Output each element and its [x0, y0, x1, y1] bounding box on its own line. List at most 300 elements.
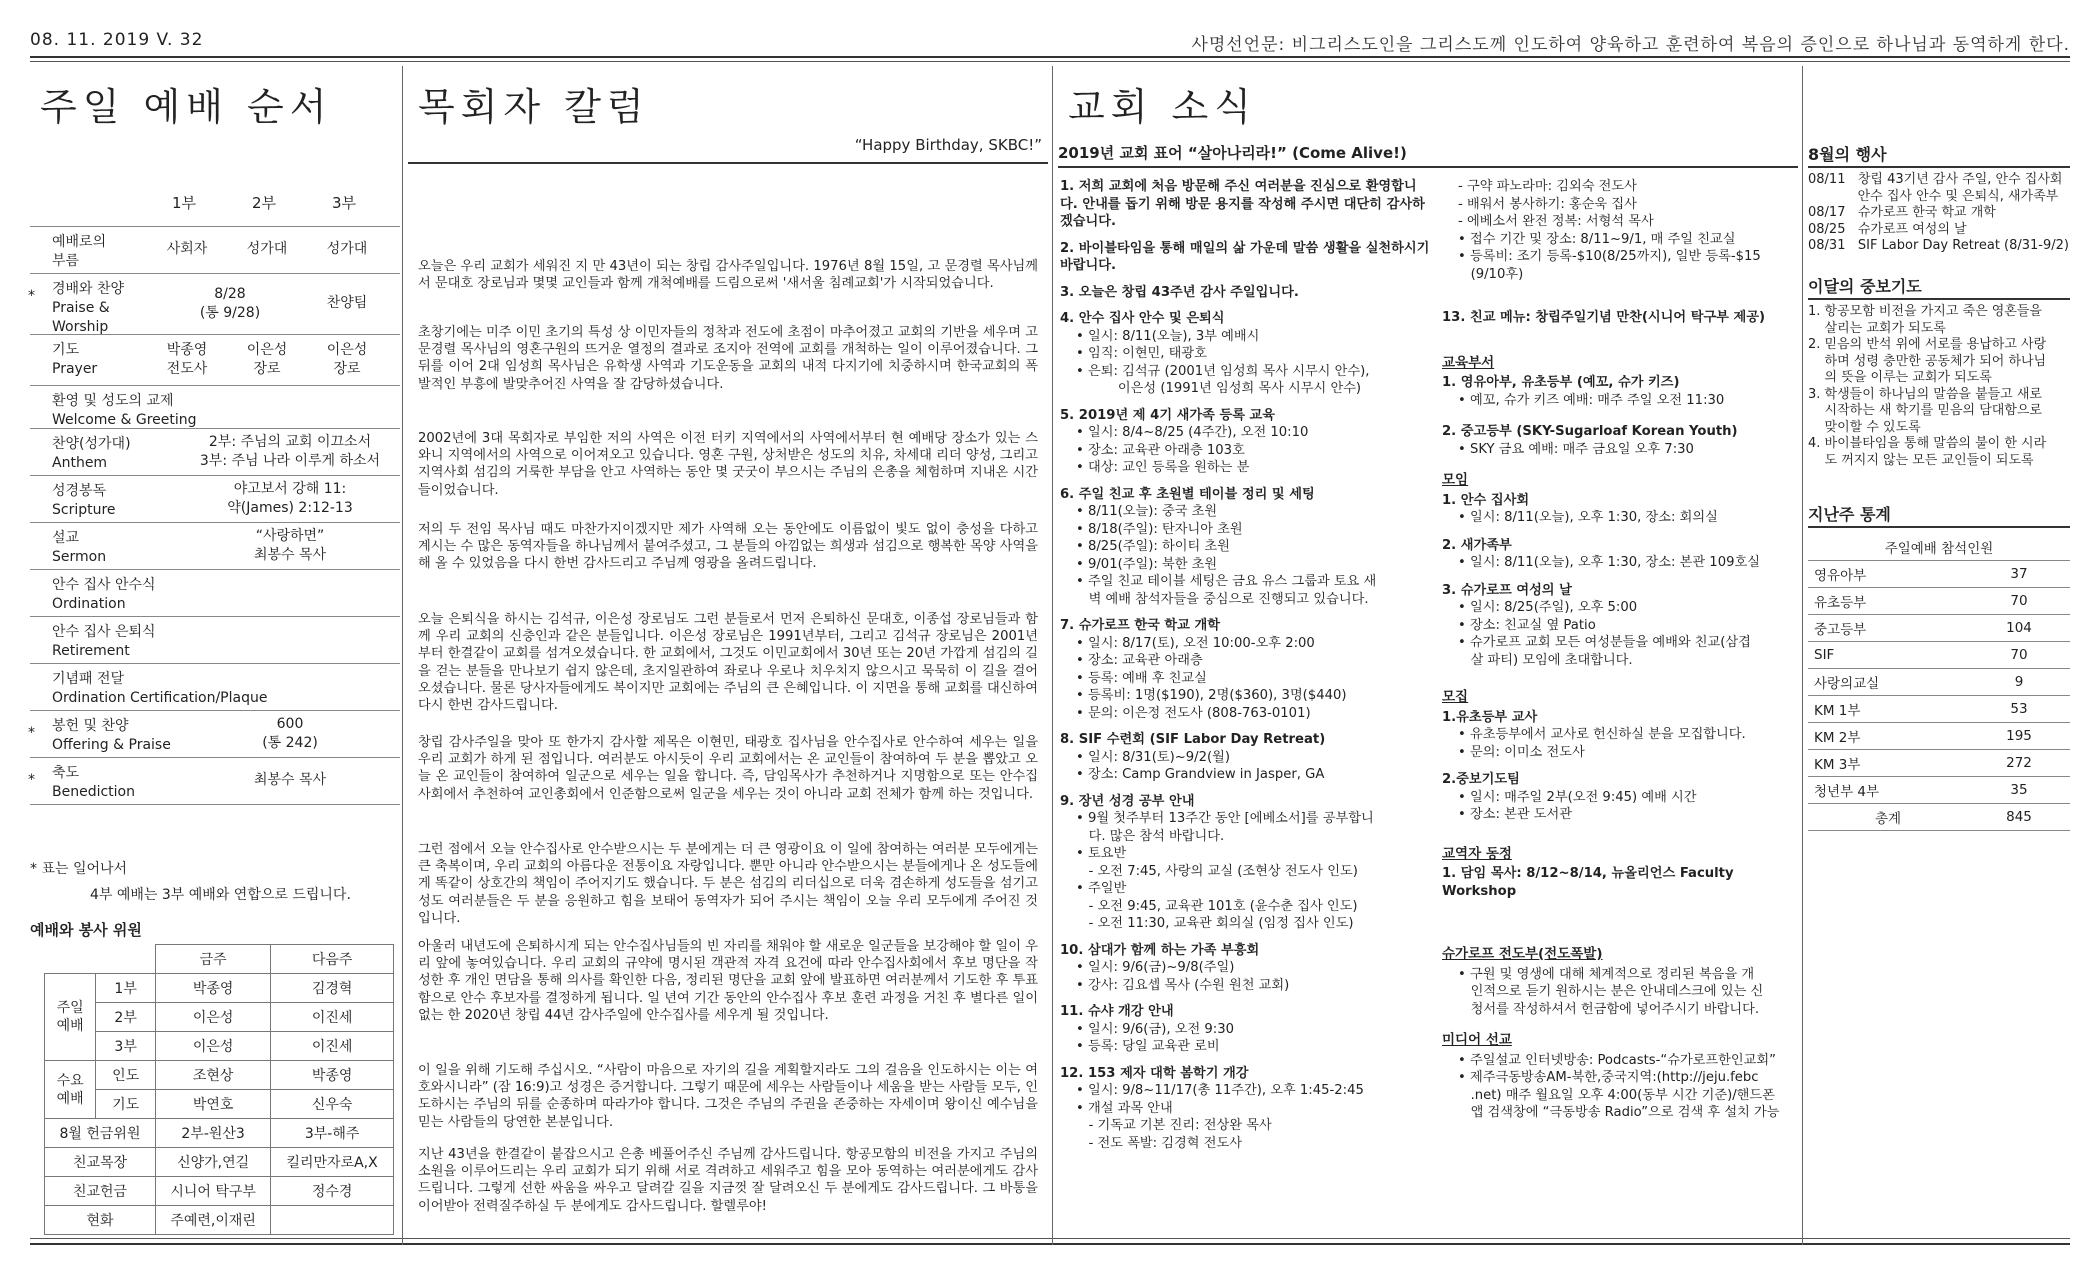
service-next-week: 이진세	[271, 1003, 394, 1032]
stats-label: SIF	[1808, 642, 1968, 669]
service-row	[45, 1177, 394, 1206]
stats-value: 104	[1968, 615, 2070, 642]
news-item-line: • 등록비: 조기 등록-$10(8/25까지), 일반 등록-$15	[1458, 249, 1761, 264]
worship-cell	[190, 771, 390, 790]
news-item	[1060, 178, 1430, 231]
news-item-heading: 9. 장년 성경 공부 안내	[1060, 793, 1195, 809]
worship-item-label	[52, 233, 106, 271]
news-item-heading: 12. 153 제자 대학 봄학기 개강	[1060, 1065, 1249, 1081]
label-ko: 안수 집사 안수식	[52, 577, 156, 593]
service-row	[45, 1148, 394, 1177]
service-this-week: 신양가,연길	[156, 1148, 271, 1177]
news-item	[1060, 407, 1430, 477]
service-row	[45, 1061, 394, 1090]
news-item-line: • 일시: 8/11(오늘), 3부 예배시	[1076, 328, 1260, 344]
label-ko: 찬양(성가대)	[52, 436, 131, 452]
group-line: 수요	[56, 1072, 84, 1089]
label-en: Prayer	[52, 361, 98, 377]
worship-cell	[190, 433, 390, 471]
service-this-week: 이은성	[156, 1032, 271, 1061]
label-en: Welcome & Greeting	[52, 412, 197, 428]
worship-item-label	[52, 435, 131, 473]
news-item-line: • 토요반	[1076, 846, 1127, 861]
stats-row	[1808, 696, 2070, 723]
news-item-line: • 임직: 이현민, 태광호	[1076, 346, 1207, 361]
pastor-column	[408, 66, 1048, 1245]
news-item-line: • 유초등부에서 교사로 헌신하실 분을 모집합니다.	[1458, 727, 1746, 742]
service-row	[45, 1090, 394, 1119]
column-rule	[408, 162, 1048, 164]
worship-cell	[190, 527, 390, 565]
news-item-line: • 장소: Camp Grandview in Jasper, GA	[1076, 767, 1325, 782]
stats-value: 37	[1968, 561, 2070, 588]
service-role: 친교목장	[45, 1148, 156, 1177]
group-line: 예배	[56, 1018, 84, 1034]
news-item-heading: 13. 친교 메뉴: 창립주일기념 만찬(시니어 탁구부 제공)	[1442, 310, 1766, 325]
news-item	[1442, 709, 1798, 762]
column-paragraph: 초창기에는 미주 이민 초기의 특성 상 이민자들의 정착과 전도에 초점이 마추어졌고 교회의 기반을 세우며 고 문경렬 목사님의 영혼구원의 뜨거운 열정의 결과로 조지아 전역에 교회를 개척하는 일이 이루어졌습니다. 그 뒤를 이어 2대 임성희 목사님은 유학생 사역과 기도운동을 교회의 내적 다지기에 치중하시며 한국교회의 폭발적인 부흥에 발맞추어진 사역을 잘 감당하셨습니다.	[418, 325, 1038, 392]
service-row	[45, 1119, 394, 1148]
worship-cell	[222, 341, 312, 379]
news-item-line: 다. 많은 참석 바랍니다.	[1076, 828, 1225, 844]
worship-item-label	[52, 717, 171, 755]
news-item	[1060, 1003, 1430, 1056]
news-item-line: 앱 검색창에 “극동방송 Radio”으로 검색 후 설치 가능	[1458, 1105, 1780, 1120]
media-body	[1442, 1052, 1798, 1122]
service-next-week: 정수경	[271, 1177, 394, 1206]
label-ko: 환영 및 성도의 교제	[52, 393, 174, 409]
service-committee-table	[44, 944, 394, 1235]
news-item-line: • 문의: 이은정 전도사 (808-763-0101)	[1076, 705, 1311, 721]
service-row	[45, 1003, 394, 1032]
label-ko: 성경봉독	[52, 483, 107, 499]
service-committee-title: 예배와 봉사 위원	[30, 921, 142, 939]
news-item-line: - 배워서 봉사하기: 홍순욱 집사	[1458, 196, 1637, 212]
stats-row	[1808, 588, 2070, 615]
news-item-line: • 은퇴: 김석규 (2001년 임성희 목사 시무시 안수),	[1076, 363, 1370, 379]
standing-note: * 표는 일어나서	[30, 861, 128, 877]
stats-row	[1808, 777, 2070, 804]
worship-row	[30, 664, 400, 711]
news-item	[1442, 374, 1798, 409]
worship-cell	[142, 341, 232, 379]
church-news-column	[1058, 66, 1798, 1245]
news-item-heading: 8. SIF 수련회 (SIF Labor Day Retreat)	[1060, 732, 1326, 747]
news-item-line: - 오전 11:30, 교육관 회의실 (임정 집사 인도)	[1076, 916, 1354, 931]
news-item-line: • 등록: 당일 교육관 로비	[1076, 1039, 1220, 1054]
worship-cell: 성가대	[326, 241, 368, 257]
worship-cell: 찬양팀	[326, 295, 368, 311]
news-item-line: • 9/01(주일): 북한 초원	[1076, 556, 1218, 572]
service-next-week: 김경혁	[271, 974, 394, 1003]
worship-cell: 성가대	[246, 241, 288, 257]
news-item-line: • 8/11(오늘): 중국 초원	[1076, 504, 1218, 519]
news-item-heading: 2. 중고등부 (SKY-Sugarloaf Korean Youth)	[1442, 424, 1738, 439]
news-item-line: • 8/18(주일): 탄자니아 초원	[1076, 521, 1243, 537]
service-next-week: 이진세	[271, 1032, 394, 1061]
prayer-line: 도 꺼지지 않는 모든 교인들이 되도록	[1808, 452, 2034, 468]
news-item-heading: 4. 안수 집사 안수 및 은퇴식	[1060, 311, 1225, 326]
news-item-line: • 일시: 9/6(금), 오전 9:30	[1076, 1021, 1235, 1037]
news-item-line: • 일시: 8/25(주일), 오후 5:00	[1458, 600, 1638, 615]
divider	[1052, 66, 1053, 1245]
event-line: 안수 집사 안수 및 은퇴식, 새가족부	[1808, 188, 2059, 204]
service-role: 8월 헌금위원	[45, 1119, 156, 1148]
service-this-week: 박연호	[156, 1090, 271, 1119]
news-item-heading: 3. 슈가로프 여성의 날	[1442, 582, 1572, 598]
service-row	[45, 974, 394, 1003]
service-next-week: 박종영	[271, 1061, 394, 1090]
service-next-week: 3부-해주	[271, 1119, 394, 1148]
news-item	[1060, 310, 1430, 398]
service-row	[45, 1032, 394, 1061]
stats-row	[1808, 723, 2070, 750]
news-item-heading: 6. 주일 친교 후 초원별 테이블 정리 및 세팅	[1060, 486, 1315, 502]
news-item-line: • 예꼬, 슈가 키즈 예배: 매주 주일 오전 11:30	[1458, 392, 1725, 408]
top-rule	[30, 56, 2070, 58]
news-item-heading: 1. 저희 교회에 처음 방문해 주신 여러분을 진심으로 환영합니다. 안내를 돕기 위해 방문 용지를 작성해 주시면 대단히 감사하겠습니다.	[1060, 179, 1425, 229]
service-col: 다음주	[271, 945, 394, 974]
news-left	[1060, 178, 1430, 1161]
news-item-heading: 7. 슈가로프 한국 학교 개학	[1060, 618, 1220, 633]
label-en: Scripture	[52, 502, 116, 518]
label-ko: 안수 집사 은퇴식	[52, 624, 156, 640]
news-item	[1060, 731, 1430, 784]
cell-line: 600	[276, 716, 304, 732]
column-paragraph: 창립 감사주일을 맞아 또 한가지 감사할 제목은 이현민, 태광호 집사님을 안수집사로 안수하여 세우는 일을 우리 교회가 하게 된 점입니다. 여러분도 아시듯이 우리 교회에서는 온 교인들이 참여하여 두 분을 뽑았고 오늘 온 교인들이 참여하여 일군으로 세우는 일을 합니다. 즉, 담임목사가 추천하거나 지명함으로 또는 안수집사회에서 추천하여 교인총회에서 인준함으로써 일군을 세우는 것이 아니라 교회 전체가 함께 하는 것입니다.	[418, 735, 1038, 802]
service-this-week: 주예련,이재린	[156, 1206, 271, 1235]
stats-value: 195	[1968, 723, 2070, 750]
service-role: 기도	[96, 1090, 156, 1119]
worship-row	[30, 476, 400, 523]
news-item-line: • 일시: 8/4~8/25 (4주간), 오전 10:10	[1076, 425, 1309, 440]
news-item-line: • 강사: 김요셉 목사 (수원 원천 교회)	[1076, 977, 1290, 993]
column-quote: “Happy Birthday, SKBC!”	[854, 136, 1042, 154]
divider	[1802, 66, 1803, 1245]
worship-title: 주일 예배 순서	[40, 85, 333, 129]
prayer-line: 하며 성령 충만한 공동체가 되어 하나님	[1808, 353, 2047, 369]
news-item	[1442, 771, 1798, 824]
service-this-week: 조현상	[156, 1061, 271, 1090]
news-item-line: • 일시: 9/6(금)~9/8(주일)	[1076, 960, 1235, 975]
column-paragraph: 아울러 내년도에 은퇴하시게 되는 안수집사님들의 빈 자리를 채워야 할 새로운 일군들을 보강해야 할 일이 우리 앞에 놓여있습니다. 우리 교회의 규약에 명시된 객관적 자격 요건에 따라 안수집사회에서 후보 명단을 작성한 후 개인 면담을 통해 의사를 확인한 다음, 정리된 명단을 교회 앞에 발표하면 여러분께서 기도한 후 투표함으로 안수 후보자를 결정하게 됩니다. 일 년여 기간 동안의 안수집사 후보 훈련 과정을 거친 후 별다른 일이 없는 한 2020년 창립 44년 감사주일에 안수집사를 세우게 될 것입니다.	[418, 939, 1038, 1023]
prayer-line: 시작하는 새 학기를 믿음의 담대함으로	[1808, 403, 2042, 418]
news-item-heading: 3. 오늘은 창립 43주년 감사 주일입니다.	[1060, 284, 1299, 300]
news-item	[1060, 486, 1430, 609]
stats-label: 사랑의교실	[1808, 669, 1968, 696]
event-line: 08/17 슈가로프 한국 학교 개학	[1808, 205, 1996, 220]
worship-item-label	[52, 623, 156, 661]
worship-row	[30, 429, 400, 476]
service-this-week: 시니어 탁구부	[156, 1177, 271, 1206]
worship-row	[30, 227, 400, 274]
news-item	[1442, 423, 1798, 458]
group-line: 예배	[56, 1090, 84, 1107]
stats-row	[1808, 804, 2070, 831]
news-title: 교회 소식	[1068, 85, 1257, 129]
news-item-line: • 주일설교 인터넷방송: Podcasts-“슈가로프한인교회”	[1458, 1052, 1776, 1068]
worship-row	[30, 711, 400, 758]
prayer-list	[1808, 304, 2070, 469]
column-paragraph: 지난 43년을 한결같이 붙잡으시고 은총 베풀어주신 주님께 감사드립니다. 항공모함의 비전을 가지고 주님의 소원을 이루어드리는 우리 교회가 되기 위해 서로 격려하고 세워주고 힘을 모아 동역하는 여러분에게도 감사드립니다. 그렇게 선한 싸움을 싸우고 달려갈 길을 지금껏 잘 달려오신 두 분에게도 감사드립니다. 그 바통을 이어받아 전력질주하실 두 분에게도 감사드립니다. 할렐루야!	[418, 1147, 1038, 1214]
label-en: Sermon	[52, 549, 107, 565]
news-item-line: • 장소: 교육관 아래층	[1076, 653, 1203, 668]
news-item-line: • SKY 금요 예배: 매주 금요일 오후 7:30	[1458, 441, 1694, 457]
prayer-line: 맞이할 수 있도록	[1808, 419, 1921, 435]
worship-row	[30, 758, 400, 805]
stats-label: KM 2부	[1808, 723, 1968, 750]
fourth-service-note: 4부 예배는 3부 예배와 연합으로 드립니다.	[90, 887, 351, 903]
news-item-line: • 장소: 본관 도서관	[1458, 807, 1572, 822]
service-row	[45, 1206, 394, 1235]
worship-cell	[302, 341, 392, 379]
news-item-line: 살 파티) 모임에 초대합니다.	[1458, 652, 1633, 668]
news-item-line: • 일시: 8/11(오늘), 오후 1:30, 장소: 회의실	[1458, 510, 1718, 525]
service-role: 1부	[96, 974, 156, 1003]
cell-line: 박종영	[166, 342, 208, 358]
stats-value: 53	[1968, 696, 2070, 723]
worship-item-label	[52, 764, 135, 802]
events-title: 8월의 행사	[1808, 145, 1887, 164]
label-ko: 기념패 전달	[52, 671, 125, 687]
label-en: Ordination Certification/Plaque	[52, 690, 268, 706]
worship-item-label	[52, 670, 267, 708]
cell-line: 이은성	[326, 342, 368, 358]
label-en: Benediction	[52, 784, 135, 800]
cell-line: 8/28	[214, 286, 246, 302]
label-en: Ordination	[52, 596, 126, 612]
news-item	[1060, 284, 1430, 302]
news-item-line: • 제주극동방송AM-북한,중국지역:(http://jeju.febc	[1458, 1070, 1759, 1085]
stats-title: 지난주 통계	[1808, 505, 1891, 524]
news-item-heading: 5. 2019년 제 4기 새가족 등록 교육	[1060, 407, 1276, 423]
prayer-line: 의 뜻을 이루는 교회가 되도록	[1808, 370, 1992, 385]
prayer-line: 살리는 교회가 되도록	[1808, 320, 1946, 336]
news-item-line: - 전도 폭발: 김경혁 전도사	[1076, 1135, 1242, 1151]
service-group	[45, 974, 96, 1061]
prayer-line: 2. 믿음의 반석 위에 서로를 용납하고 사랑	[1808, 337, 2047, 352]
service-role: 3부	[96, 1032, 156, 1061]
news-item-line: • 일시: 8/31(토)~9/2(월)	[1076, 749, 1231, 765]
top-rule-thin	[30, 61, 2070, 62]
worship-item-label	[52, 280, 124, 337]
service-this-week: 2부-원산3	[156, 1119, 271, 1148]
worship-row	[30, 386, 400, 429]
news-item-line: .net) 매주 월요일 오후 4:00(동부 시간 기준)/핸드폰	[1458, 1087, 1775, 1103]
column-paragraph: 2002년에 3대 목회자로 부임한 저의 사역은 이전 터키 지역에서의 사역에서부터 현 예배당 장소가 있는 스와니 지역에서의 사역으로 이어져오고 있습니다. 영혼 구원, 상처받은 성도의 치유, 차세대 리더 양성, 그리고 지역사회 섬김의 거룩한 부담을 안고 사역하는 동안 몇 굿굿이 부으시는 주님의 은총을 체험하며 지내온 시간들이었습니다.	[418, 431, 1038, 498]
column-paragraph: 저의 두 전임 목사님 때도 마찬가지이겠지만 제가 사역해 오는 동안에도 이름없이 빛도 없이 충성을 다하고 계시는 수 많은 동역자들을 하나님께서 붙여주셨고, 그 분들의 아낌없는 희생과 섬김으로 행복한 목양 사역을 해 올 수 있었음을 다시 한번 감사드리고 주님께 영광을 올려드립니다.	[418, 522, 1038, 572]
cell-line: 야고보서 강해 11:	[233, 481, 347, 497]
stats-row	[1808, 669, 2070, 696]
label-en: Offering & Praise	[52, 737, 171, 753]
news-item	[1060, 1065, 1430, 1153]
service-this-week: 이은성	[156, 1003, 271, 1032]
standing-mark: *	[28, 772, 35, 788]
meetings-title: 모임	[1442, 472, 1469, 488]
issue-date: 08. 11. 2019 V. 32	[30, 30, 204, 50]
news-item-line: • 9월 첫주부터 13주간 동안 [에베소서]를 공부합니	[1076, 811, 1374, 826]
news-item-line: • 대상: 교인 등록을 원하는 분	[1076, 460, 1250, 475]
column-title: 목회자 칼럼	[418, 85, 650, 129]
news-item-heading: 2.중보기도팀	[1442, 772, 1520, 787]
worship-row	[30, 570, 400, 617]
news-item	[1442, 537, 1798, 572]
worship-row	[30, 274, 400, 335]
label-en: Praise &	[52, 300, 110, 316]
service-next-week	[271, 1206, 394, 1235]
worship-item-label	[52, 341, 97, 379]
news-item-line: • 슈가로프 교회 모든 여성분들을 예배와 친교(삼겹	[1458, 635, 1751, 650]
news-rule	[1058, 166, 1798, 168]
news-item-line: - 기독교 기본 진리: 전상완 목사	[1076, 1118, 1272, 1133]
label-ko: 봉헌 및 찬양	[52, 718, 129, 734]
news-item	[1442, 582, 1798, 670]
news-item-line: • 구원 및 영생에 대해 체계적으로 정리된 복음을 개	[1458, 966, 1755, 982]
service-this-week: 박종영	[156, 974, 271, 1003]
worship-item-label	[52, 576, 156, 614]
cell-line: 이은성	[246, 342, 288, 358]
service-next-week: 킬리만자로A,X	[271, 1148, 394, 1177]
staff-title: 교역자 동정	[1442, 845, 1512, 862]
news-item-line: • 개설 과목 안내	[1076, 1100, 1173, 1116]
news-item-line: 인적으로 듣기 원하시는 분은 안내데스크에 있는 신	[1458, 984, 1764, 999]
column-paragraph: 그런 점에서 오늘 안수집사로 안수받으시는 두 분에게는 더 큰 영광이요 이 일에 참여하는 여러분 모두에게는 큰 축복이며, 우리 교회의 아름다운 전통이요 자랑입니다. 뿐만 아니라 안수받으시는 분들에게나 온 성도들에게 똑같이 상호간의 책임이 주어지기도 했습니다. 두 분은 섬김의 리더십으로 더욱 겸손하게 성도들을 섬기고 성도 여러분들은 두 분을 응원하고 힘을 보태어 동역자가 되어 주시는 책임이 오늘 우리 모두에게 주어진 것입니다.	[418, 842, 1038, 926]
news-item-line: • 일시: 8/17(토), 오전 10:00-오후 2:00	[1076, 635, 1315, 651]
news-item-line: 벽 예배 참석자들을 중심으로 진행되고 있습니다.	[1076, 591, 1369, 607]
news-item-line: • 일시: 9/8~11/17(총 11주간), 오후 1:45-2:45	[1076, 1083, 1364, 1098]
worship-item-label	[52, 482, 116, 520]
news-item-line: • 장소: 교육관 아래층 103호	[1076, 442, 1245, 458]
worship-item-label	[52, 392, 197, 430]
news-item-line: - 오전 9:45, 교육관 101호 (윤수춘 집사 인도)	[1076, 898, 1358, 914]
service-role: 인도	[96, 1061, 156, 1090]
cell-line: 장로	[253, 361, 281, 377]
education-title: 교육부서	[1442, 354, 1495, 371]
news-item-heading: 11. 슈샤 개강 안내	[1060, 1004, 1174, 1019]
sidebar-column	[1808, 66, 2070, 1245]
service-col: 금주	[156, 945, 271, 974]
cell-line: “사랑하면”	[255, 528, 325, 544]
news-item-heading: 1. 영유아부, 유초등부 (예꼬, 슈가 키즈)	[1442, 375, 1680, 390]
stats-label: 총계	[1808, 804, 1968, 831]
divider	[402, 66, 403, 1245]
prayer-line: 4. 바이블타임을 통해 말씀의 불이 한 시라	[1808, 436, 2047, 451]
label-ko: 예배로의	[52, 234, 107, 250]
news-item-line: - 에베소서 완전 정복: 서형석 목사	[1458, 214, 1654, 229]
service-role: 친교헌금	[45, 1177, 156, 1206]
worship-row	[30, 523, 400, 570]
news-item	[1060, 240, 1430, 275]
events-rule	[1808, 166, 2070, 168]
stats-value: 9	[1968, 669, 2070, 696]
news-item-line: • 일시: 8/11(오늘), 오후 1:30, 장소: 본관 109호실	[1458, 555, 1760, 570]
stats-value: 272	[1968, 750, 2070, 777]
stats-label: 영유아부	[1808, 561, 1968, 588]
news-item-line: 이은성 (1991년 임성희 목사 시무시 안수)	[1076, 381, 1362, 396]
news-item-line: • 주일반	[1076, 881, 1127, 896]
cell-line: 장로	[333, 361, 361, 377]
stats-value: 35	[1968, 777, 2070, 804]
news-item-line: • 등록: 예배 후 친교실	[1076, 670, 1207, 686]
cell-line: (통 242)	[262, 735, 318, 751]
label-en: Anthem	[52, 455, 108, 471]
group-line: 주일	[56, 1000, 84, 1016]
header	[30, 28, 2070, 56]
news-item-heading: 1. 안수 집사회	[1442, 492, 1530, 508]
worship-item-label	[52, 529, 106, 567]
media-title: 미디어 선교	[1442, 1032, 1512, 1048]
news-item-line: • 일시: 매주일 2부(오전 9:45) 예배 시간	[1458, 789, 1697, 805]
news-item-line: - 구약 파노라마: 김외숙 전도사	[1458, 179, 1637, 194]
news-item-line: • 문의: 이미소 전도사	[1458, 744, 1585, 760]
cell-line: 약(James) 2:12-13	[227, 500, 353, 516]
cell-line: 2부: 주님의 교회 이끄소서	[208, 434, 372, 450]
stats-label: 청년부 4부	[1808, 777, 1968, 804]
worship-header	[30, 176, 400, 227]
news-item-line: • 주일 친교 테이블 세팅은 금요 유스 그룹과 토요 새	[1076, 574, 1377, 589]
stats-row	[1808, 750, 2070, 777]
worship-order-table	[30, 176, 400, 805]
event-line: 08/31 SIF Labor Day Retreat (8/31-9/2)	[1808, 238, 2069, 253]
worship-order-column	[30, 66, 400, 1245]
prayer-title: 이달의 중보기도	[1808, 277, 1922, 296]
stats-header	[1808, 534, 2070, 561]
event-line: 08/25 슈가로프 여성의 날	[1808, 221, 1967, 237]
cell-line: 전도사	[166, 361, 208, 377]
worship-row	[30, 617, 400, 664]
news-item	[1060, 617, 1430, 722]
news-item-line: • 장소: 친교실 옆 Patio	[1458, 617, 1596, 633]
stats-label: KM 3부	[1808, 750, 1968, 777]
stats-table	[1808, 534, 2070, 831]
news-item-line: • 접수 기간 및 장소: 8/11~9/1, 매 주일 친교실	[1458, 231, 1736, 247]
stats-head-cell: 주일예배 참석인원	[1808, 534, 2070, 561]
evangelism-body	[1442, 966, 1798, 1019]
stats-value: 70	[1968, 588, 2070, 615]
stats-row	[1808, 615, 2070, 642]
service-role: 2부	[96, 1003, 156, 1032]
worship-row	[30, 335, 400, 386]
stats-label: KM 1부	[1808, 696, 1968, 723]
col-2bu: 2부	[252, 194, 277, 212]
events-list	[1808, 172, 2070, 255]
stats-value: 70	[1968, 642, 2070, 669]
service-role: 현화	[45, 1206, 156, 1235]
standing-mark: *	[28, 288, 35, 304]
column-paragraph: 이 일을 위해 기도해 주십시오. “사람이 마음으로 자기의 길을 계획할지라도 그의 걸음을 인도하시는 이는 여호와시니라” (잠 16:9)고 성경은 증거합니다. 그렇기 때문에 세우는 사람들이나 세움을 받는 사람들 모두, 인도하시는 주님의 뒤를 순종하며 따라가야 합니다. 그것은 주님의 주권을 존중하는 자세이며 왕이신 예수님을 믿는 사람들의 당연한 본분입니다.	[418, 1063, 1038, 1130]
cell-line: 3부: 주님 나라 이루게 하소서	[199, 453, 381, 469]
worship-cell	[190, 715, 390, 753]
column-paragraph: 오늘 은퇴식을 하시는 김석규, 이은성 장로님도 그런 분들로서 먼저 은퇴하신 문대호, 이종섭 장로님들과 함께 우리 교회의 신충인과 같은 분들입니다. 이은성 장로님은 1991년부터, 그리고 김석규 장로님은 2001년부터 한결같이 교회를 섬겨오셨습니다. 한 교회에서, 그것도 이민교회에서 30년 또는 20년 가깝게 섬김의 길을 걷는 분들을 만나보기 쉽지 않은데, 초지일관하여 좌로나 우로나 치우치지 않으시고 묵묵히 이 길을 걸어오셨습니다. 물론 당사자들에게도 복이지만 교회에는 주님의 큰 은혜입니다. 이 지면을 통해 교회를 대신하여 다시 한번 감사드립니다.	[418, 612, 1038, 714]
service-next-week: 신우숙	[271, 1090, 394, 1119]
news-item-line: (9/10후)	[1458, 266, 1524, 282]
event-line: 08/11 창립 43기년 감사 주일, 안수 집사회	[1808, 172, 2063, 187]
service-header	[45, 945, 394, 974]
news-item-heading: 10. 삼대가 함께 하는 가족 부흥회	[1060, 942, 1260, 958]
news-item-heading: 2. 새가족부	[1442, 537, 1512, 553]
recruit-title: 모집	[1442, 689, 1469, 705]
stats-label: 유초등부	[1808, 588, 1968, 615]
church-motto: 2019년 교회 표어 “살아나리라!” (Come Alive!)	[1058, 144, 1407, 162]
course-continued	[1442, 178, 1798, 283]
label-ko: 기도	[52, 342, 80, 358]
standing-mark: *	[28, 725, 35, 741]
worship-cell	[190, 480, 390, 518]
staff-line: 1. 담임 목사: 8/12~8/14, 뉴올리언스 Faculty Workshop	[1442, 866, 1734, 899]
col-3bu: 3부	[332, 194, 357, 212]
prayer-line: 1. 항공모함 비전을 가지고 죽은 영혼들을	[1808, 304, 2042, 319]
news-item	[1060, 942, 1430, 995]
